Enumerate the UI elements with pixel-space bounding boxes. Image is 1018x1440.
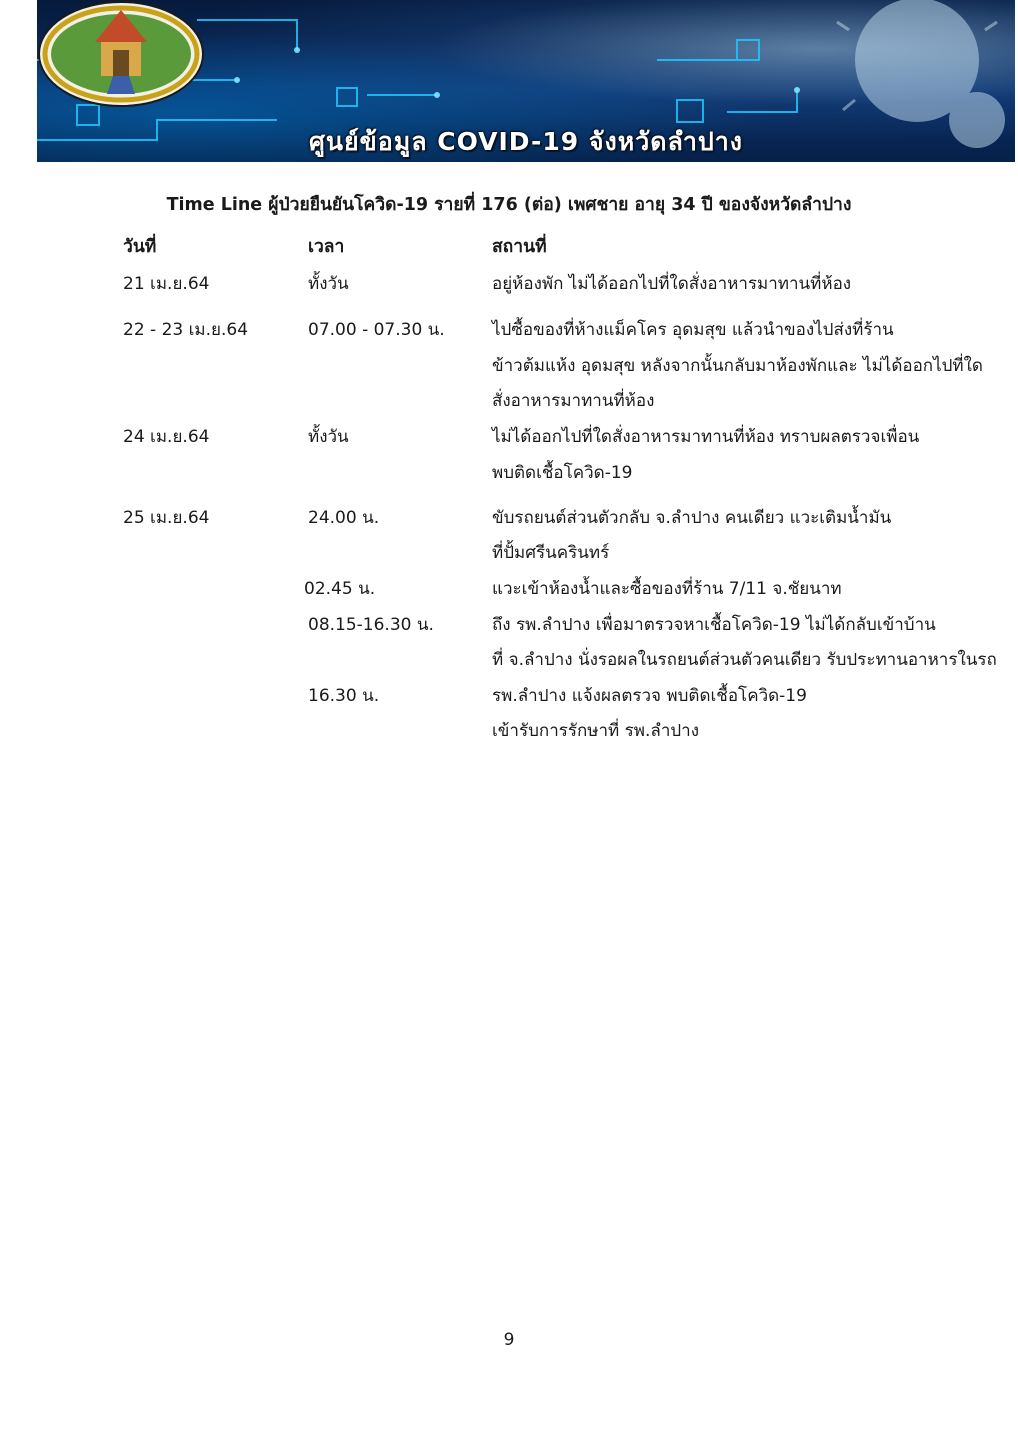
- row-date: 25 เม.ย.64: [123, 508, 210, 528]
- row-place-line: แวะเข้าห้องน้ำและซื้อของที่ร้าน 7/11 จ.ชัยนาท: [492, 579, 842, 599]
- row-time: 02.45 น.: [304, 579, 376, 599]
- row-place-line: ถึง รพ.ลำปาง เพื่อมาตรวจหาเชื้อโควิด-19 ไม่ได้กลับเข้าบ้าน: [492, 615, 936, 635]
- document-title: Time Line ผู้ป่วยยืนยันโควิด-19 รายที่ 176 (ต่อ) เพศชาย อายุ 34 ปี ของจังหวัดลำปาง: [166, 195, 852, 215]
- row-time: 24.00 น.: [308, 508, 380, 528]
- row-date: 21 เม.ย.64: [123, 274, 210, 294]
- page-number: 9: [503, 1330, 515, 1350]
- column-header-place: สถานที่: [492, 237, 547, 257]
- row-date: 24 เม.ย.64: [123, 427, 210, 447]
- row-place-line: พบติดเชื้อโควิด-19: [492, 463, 633, 483]
- row-place-line: สั่งอาหารมาทานที่ห้อง: [492, 391, 655, 411]
- row-place-line: ข้าวต้มแห้ง อุดมสุข หลังจากนั้นกลับมาห้องพักและ ไม่ได้ออกไปที่ใด: [492, 356, 983, 376]
- row-time: ทั้งวัน: [308, 427, 349, 447]
- row-place-line: ที่ จ.ลำปาง นั่งรอผลในรถยนต์ส่วนตัวคนเดียว รับประทานอาหารในรถ: [492, 650, 997, 670]
- row-place-line: ไปซื้อของที่ห้างแม็คโคร อุดมสุข แล้วนำของไปส่งที่ร้าน: [492, 320, 894, 340]
- row-place-line: อยู่ห้องพัก ไม่ได้ออกไปที่ใดสั่งอาหารมาทานที่ห้อง: [492, 274, 852, 294]
- column-header-time: เวลา: [308, 237, 345, 257]
- row-time: 16.30 น.: [308, 686, 380, 706]
- header-banner: [37, 0, 1015, 162]
- province-seal: [37, 0, 205, 108]
- row-date: 22 - 23 เม.ย.64: [123, 320, 249, 340]
- row-time: 07.00 - 07.30 น.: [308, 320, 445, 340]
- row-time: ทั้งวัน: [308, 274, 349, 294]
- row-place-line: รพ.ลำปาง แจ้งผลตรวจ พบติดเชื้อโควิด-19: [492, 686, 807, 706]
- row-place-line: เข้ารับการรักษาที่ รพ.ลำปาง: [492, 721, 699, 741]
- row-place-line: ที่ปั้มศรีนครินทร์: [492, 543, 610, 563]
- row-place-line: ไม่ได้ออกไปที่ใดสั่งอาหารมาทานที่ห้อง ทราบผลตรวจเพื่อน: [492, 427, 920, 447]
- row-place-line: ขับรถยนต์ส่วนตัวกลับ จ.ลำปาง คนเดียว แวะเติมน้ำมัน: [492, 508, 892, 528]
- row-time: 08.15-16.30 น.: [308, 615, 434, 635]
- banner-title: ศูนย์ข้อมูล COVID-19 จังหวัดลำปาง: [309, 127, 743, 156]
- column-header-date: วันที่: [123, 237, 157, 257]
